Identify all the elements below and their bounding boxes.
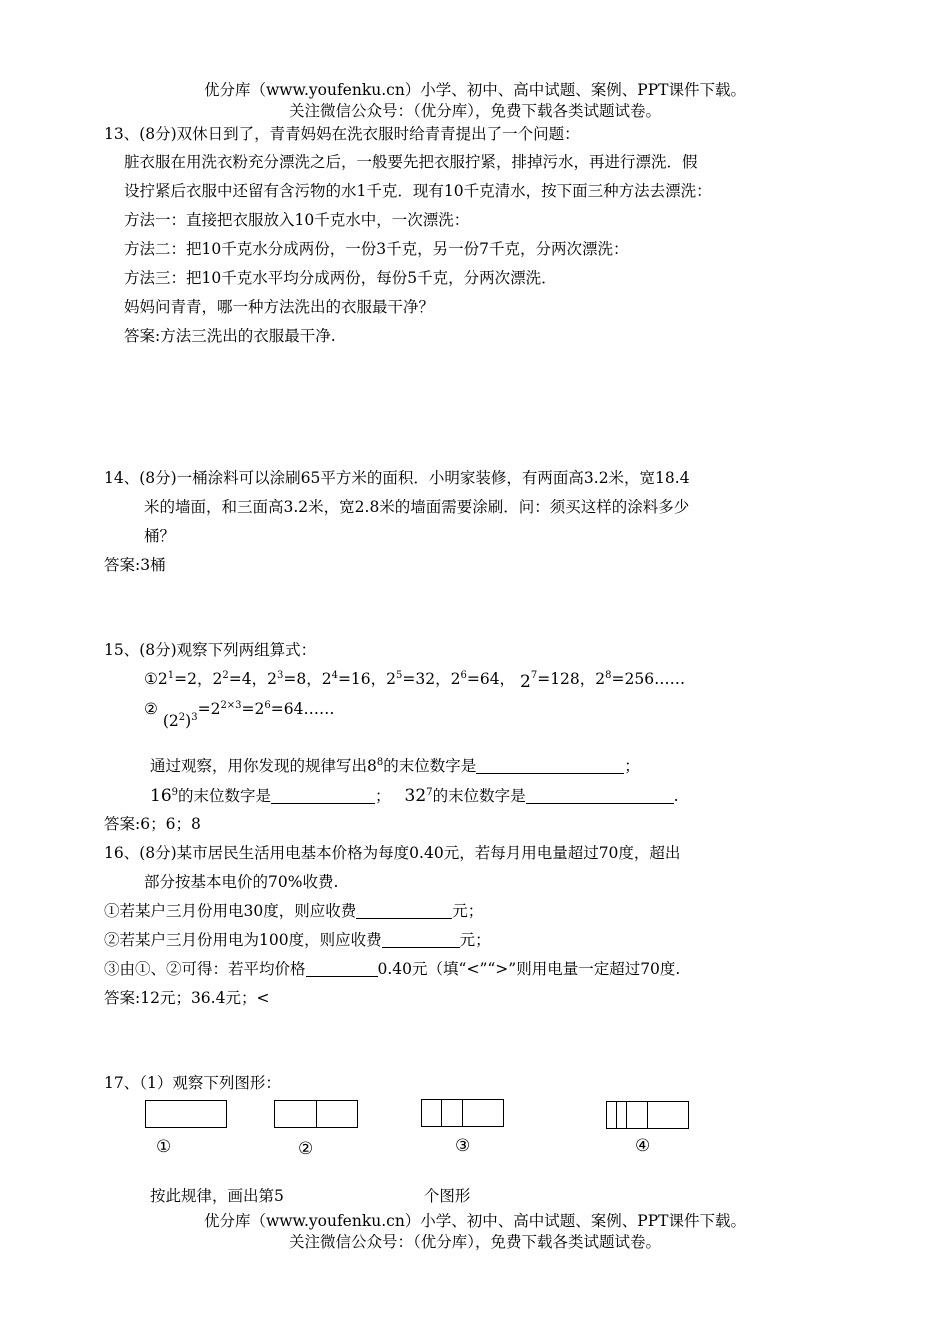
q15-blank-2[interactable] — [271, 787, 375, 804]
q16-blank-2[interactable] — [382, 931, 460, 948]
figure-4-rectangle — [606, 1101, 689, 1129]
q14-line-1: 14、(8分)一桶涂料可以涂刷65平方米的面积．小明家装修，有两面高3.2米，宽18.4 — [104, 469, 690, 487]
q16-item-2: ②若某户三月份用电为100度，则应收费 元； — [104, 931, 491, 949]
q13-line-3: 方法一：直接把衣服放入10千克水中，一次漂洗： — [124, 211, 470, 229]
q13-line-4: 方法二：把10千克水分成两份，一份3千克，另一份7千克，分两次漂洗： — [124, 240, 629, 258]
q16-item-1: ①若某户三月份用电30度，则应收费 元； — [104, 902, 484, 920]
q13-line-2: 设拧紧后衣服中还留有含污物的水1千克．现有10千克清水，按下面三种方法去漂洗： — [124, 182, 712, 200]
q15-row2-circled: ② — [144, 700, 158, 718]
q15-title: 15、(8分)观察下列两组算式： — [104, 641, 317, 659]
q15-row-1: $①2^1=2$，$2^2=4$，$2^3=8$，$2^4=16$，$2^5=32$，$2^6=64$， $2^7=128$，$2^8=256\dots\dots$ — [144, 670, 686, 692]
q17-title: 17、（1）观察下列图形： — [104, 1074, 281, 1092]
q13-line-6: 妈妈问青青，哪一种方法洗出的衣服最干净？ — [124, 298, 435, 316]
q16-item-3: ③由①、②可得：若平均价格 0.40元（填“<”“>”则用电量一定超过70度. — [104, 960, 681, 978]
figure-4-divider-1 — [616, 1102, 617, 1128]
q15-question-1: 通过观察，用你发现的规律写出$8^8$的末位数字是 ； — [150, 757, 640, 775]
q14-line-3: 桶？ — [144, 527, 176, 545]
figure-4-divider-2 — [626, 1102, 627, 1128]
q17-instruction: 按此规律，画出第5 个图形 — [150, 1187, 471, 1205]
figure-3-divider-1 — [441, 1100, 442, 1126]
figure-4-divider-3 — [647, 1102, 648, 1128]
q13-line-1: 脏衣服在用洗衣粉充分漂洗之后，一般要先把衣服拧紧，排掉污水，再进行漂洗．假 — [124, 153, 698, 171]
figure-2-label: ② — [298, 1139, 314, 1159]
q16-blank-1[interactable] — [356, 902, 452, 919]
q13-answer: 答案:方法三洗出的衣服最干净. — [124, 327, 336, 345]
q15-answer: 答案:6；6；8 — [104, 815, 201, 833]
figure-4-label: ④ — [635, 1136, 651, 1156]
q15-row1-circled: ① — [144, 670, 158, 688]
q16-line-2: 部分按基本电价的70%收费. — [144, 873, 339, 891]
header-line-1: 优分库（www.youfenku.cn）小学、初中、高中试题、案例、PPT课件下载。 — [203, 81, 747, 99]
q16-line-1: 16、(8分)某市居民生活用电基本价格为每度0.40元，若每月用电量超过70度，超出 — [104, 844, 681, 862]
q15-blank-3[interactable] — [526, 787, 674, 804]
q15-row-2: ② $(2^2)^3=2^{2\times 3}=2^6=64\dots\dots$ — [144, 700, 335, 730]
footer-line-2: 关注微信公众号：（优分库），免费下载各类试题试卷。 — [288, 1233, 661, 1251]
q15-blank-1[interactable] — [476, 757, 624, 774]
header-line-2: 关注微信公众号：（优分库），免费下载各类试题试卷。 — [288, 102, 661, 120]
q14-line-2: 米的墙面，和三面高3.2米，宽2.8米的墙面需要涂刷．问：须买这样的涂料多少 — [144, 498, 690, 516]
figure-2-divider — [316, 1101, 317, 1127]
figure-1-rectangle — [145, 1100, 227, 1128]
q15-row2-lhs: $(2^2)^3$ — [162, 712, 198, 730]
figure-3-divider-2 — [462, 1100, 463, 1126]
q16-blank-3[interactable] — [306, 960, 378, 977]
figure-2-rectangle — [274, 1100, 358, 1128]
q16-answer: 答案:12元；36.4元；< — [104, 989, 270, 1007]
figure-1-label: ① — [156, 1137, 172, 1157]
q13-line-5: 方法三：把10千克水平均分成两份，每份5千克，分两次漂洗． — [124, 269, 557, 287]
q13-title: 13、(8分)双休日到了，青青妈妈在洗衣服时给青青提出了一个问题： — [104, 125, 580, 143]
figure-3-label: ③ — [455, 1136, 471, 1156]
figure-3-rectangle — [421, 1099, 504, 1127]
footer-line-1: 优分库（www.youfenku.cn）小学、初中、高中试题、案例、PPT课件下载。 — [203, 1212, 747, 1230]
q14-answer: 答案:3桶 — [104, 556, 166, 574]
q15-question-2: $16^9$的末位数字是 ； $32^7$的末位数字是 . — [150, 786, 679, 806]
